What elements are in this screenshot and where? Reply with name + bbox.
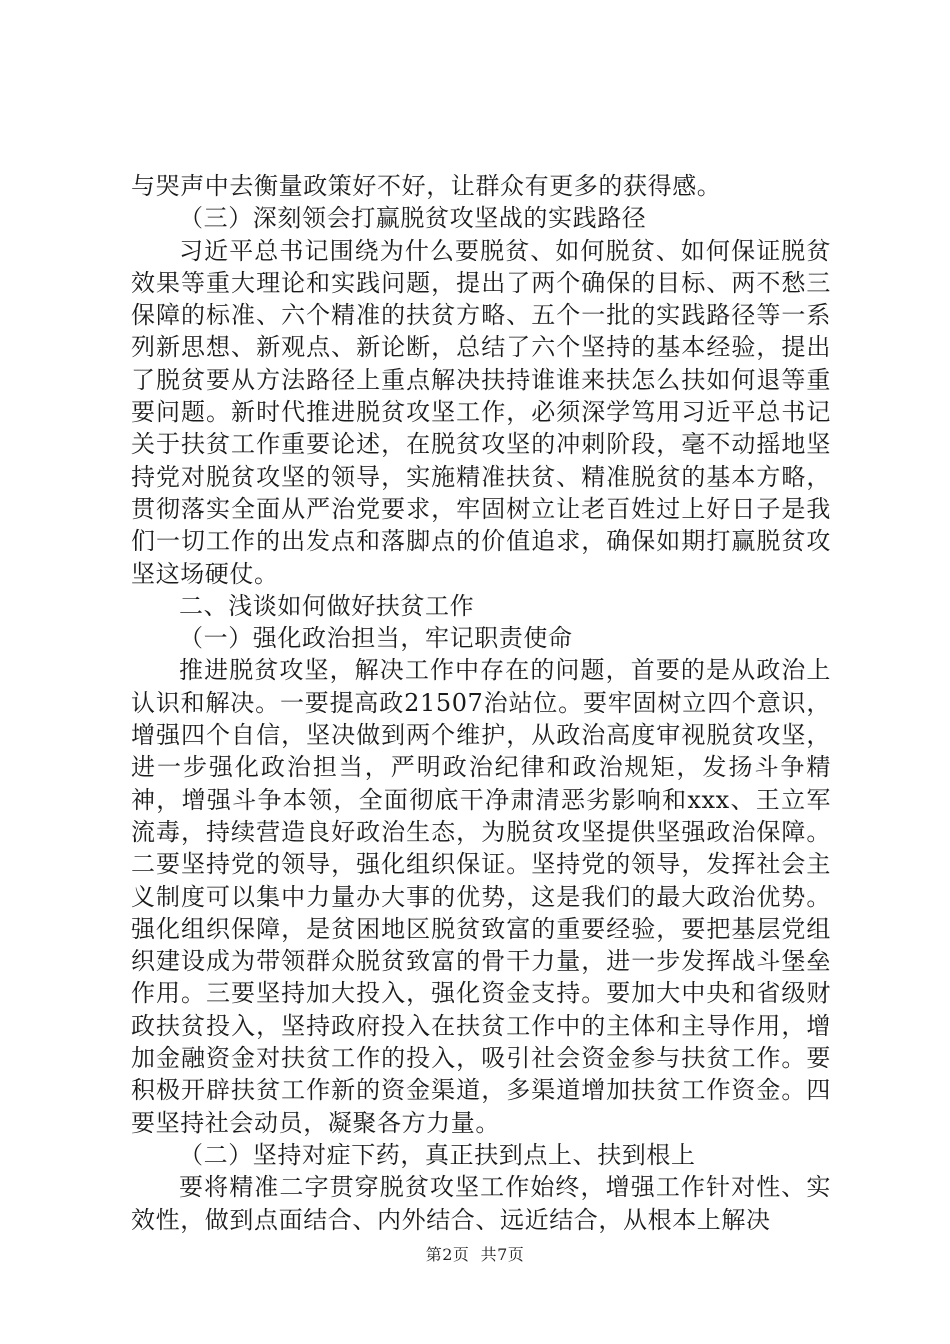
page-footer <box>0 1242 950 1265</box>
section-heading-3: （三）深刻领会打赢脱贫攻坚战的实践路径 <box>179 204 647 233</box>
paragraph-political-responsibility: 推进脱贫攻坚，解决工作中存在的问题，首要的是从政治上认识和解决。一要提高政21507治站位。要牢固树立四个意识，增强四个自信，坚决做到两个维护，从政治高度审视脱贫攻坚，进一步强化政治担当，严明政治纪律和政治规矩，发扬斗争精神，增强斗争本领，全面彻底干净肃清恶劣影响和xxx、王立军流毒，持续营造良好政治生态，为脱贫攻坚提供坚强政治保障。二要坚持党的领导，强化组织保证。坚持党的领导，发挥社会主义制度可以集中力量办大事的优势，这是我们的最大政治优势。强化组织保障，是贫困地区脱贫致富的重要经验，要把基层党组织建设成为带领群众脱贫致富的骨干力量，进一步发挥战斗堡垒作用。三要坚持加大投入，强化资金支持。要加大中央和省级财政扶贫投入，坚持政府投入在扶贫工作中的主体和主导作用，增加金融资金对扶贫工作的投入，吸引社会资金参与扶贫工作。要积极开辟扶贫工作新的资金渠道，多渠道增加扶贫工作资金。四要坚持社会动员，凝聚各方力量。 <box>131 656 831 1137</box>
section-heading-2: （二）坚持对症下药，真正扶到点上、扶到根上 <box>179 1140 696 1169</box>
section-heading-1: （一）强化政治担当，牢记职责使命 <box>179 624 573 653</box>
paragraph-practice-path: 习近平总书记围绕为什么要脱贫、如何脱贫、如何保证脱贫效果等重大理论和实践问题，提出了两个确保的目标、两不愁三保障的标准、六个精准的扶贫方略、五个一批的实践路径等一系列新思想、新观点、新论断，总结了六个坚持的基本经验，提出了脱贫要从方法路径上重点解决扶持谁谁来扶怎么扶如何退等重要问题。新时代推进脱贫攻坚工作，必须深学笃用习近平总书记关于扶贫工作重要论述，在脱贫攻坚的冲刺阶段，毫不动摇地坚持党对脱贫攻坚的领导，实施精准扶贫、精准脱贫的基本方略，贯彻落实全面从严治党要求，牢固树立让老百姓过上好日子是我们一切工作的出发点和落脚点的价值追求，确保如期打赢脱贫攻坚这场硬仗。 <box>131 236 831 588</box>
document-body <box>131 170 831 1236</box>
paragraph-precision: 要将精准二字贯穿脱贫攻坚工作始终，增强工作针对性、实效性，做到点面结合、内外结合、远近结合，从根本上解决 <box>131 1173 831 1234</box>
paragraph-continuation: 与哭声中去衡量政策好不好，让群众有更多的获得感。 <box>131 172 722 200</box>
chapter-heading-2: 二、浅谈如何做好扶贫工作 <box>179 591 475 620</box>
page-number-label: 第2页 共7页 <box>425 1245 525 1264</box>
